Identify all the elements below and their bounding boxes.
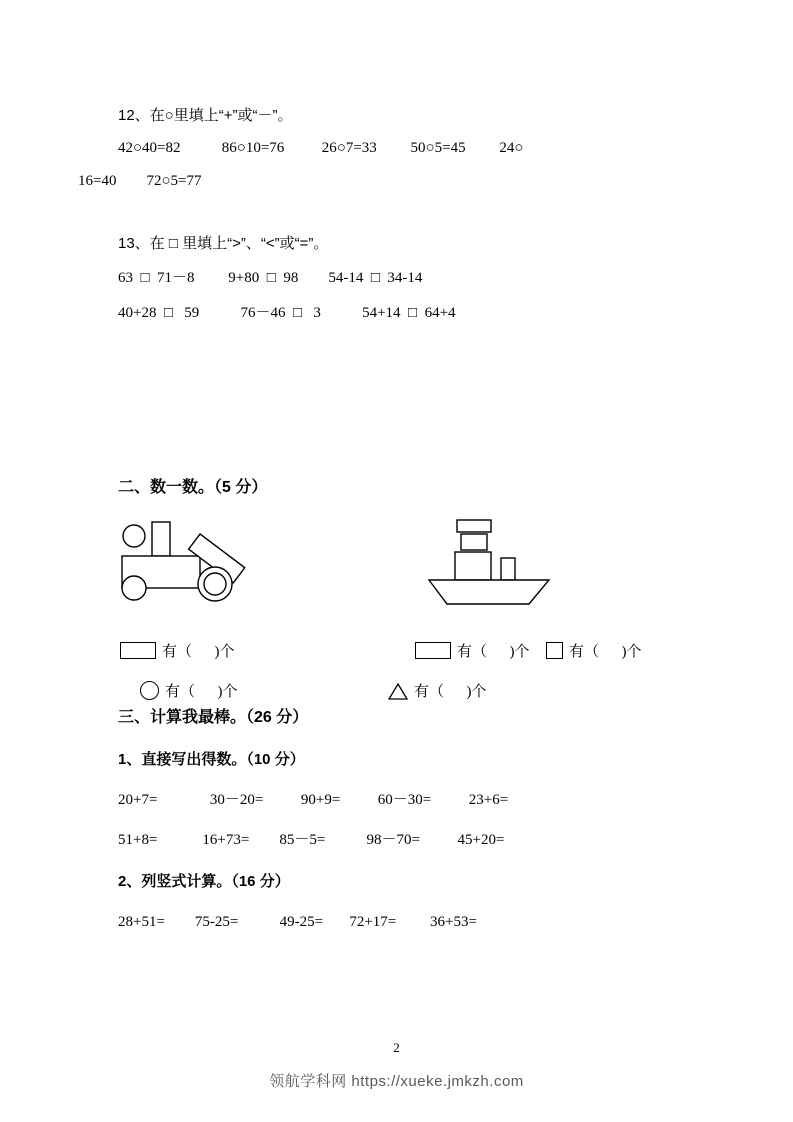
question-13-block [0,234,793,323]
count-legend-row-1 [0,640,793,670]
figures-area [0,514,793,634]
sub1-row-2: 51+8= 16+73= 85－5= 98－70= 45+20= [118,832,505,848]
legend-triangle-right [388,680,487,701]
legend-circle-left [140,680,238,701]
shape-figure-cart [112,514,292,624]
rectangle-icon [120,642,156,659]
sub2-row-1: 28+51= 75-25= 49-25= 72+17= 36+53= [118,914,477,930]
section-three-title: 三、计算我最棒。（26 分） [118,709,309,726]
square-icon [546,642,563,659]
triangle-icon [388,682,408,699]
section-two-block [0,478,793,710]
legend-circle-left-label: 有（ )个 [165,684,238,700]
legend-triangle-right-label: 有（ )个 [414,684,487,700]
question-13-title: 13、在 □ 里填上“>”、“<”或“=”。 [118,235,329,252]
legend-rect-right-label: 有（ )个 [457,644,530,660]
question-13-row-1: 63 □ 71－8 9+80 □ 98 54-14 □ 34-14 [118,270,423,286]
legend-rect-left [120,640,235,661]
rectangle-icon [415,642,451,659]
section-three-sub1-title: 1、直接写出得数。（10 分） [118,751,305,768]
section-two-title: 二、数一数。（5 分） [118,479,268,496]
legend-rect-right [415,640,530,661]
section-three-sub2-title: 2、列竖式计算。（16 分） [118,873,290,890]
question-12-row-1: 42○40=82 86○10=76 26○7=33 50○5=45 24○ [118,140,524,156]
question-13-row-2: 40+28 □ 59 76－46 □ 3 54+14 □ 64+4 [118,305,456,321]
page-number: 2 [393,1040,400,1055]
watermark: 领航学科网 https://xueke.jmkzh.com [269,1073,524,1090]
legend-rect-left-label: 有（ )个 [162,644,235,660]
shape-figure-boat [415,514,565,624]
section-three-block [0,708,793,932]
legend-square-right [546,640,642,661]
question-12-row-2: 16=40 72○5=77 [78,173,202,189]
legend-square-right-label: 有（ )个 [569,644,642,660]
question-12-block [0,106,793,191]
circle-icon [140,681,159,700]
count-legend-row-2 [0,680,793,710]
question-12-title: 12、在○里填上“+”或“－”。 [118,107,293,124]
sub1-row-1: 20+7= 30－20= 90+9= 60－30= 23+6= [118,792,509,808]
